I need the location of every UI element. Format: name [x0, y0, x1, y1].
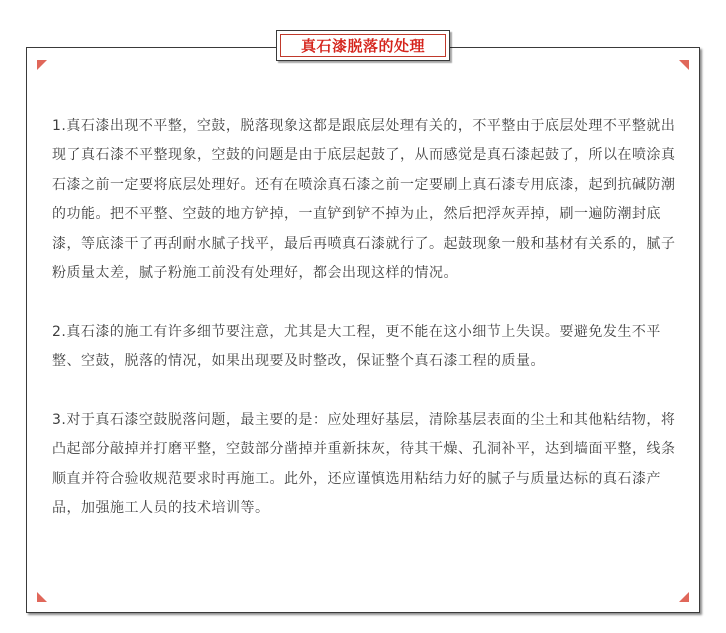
title-box	[276, 30, 450, 61]
corner-triangle-top-left	[37, 60, 47, 70]
page-title: 真石漆脱落的处理	[280, 34, 446, 57]
paragraph-2: 2.真石漆的施工有许多细节要注意，尤其是大工程，更不能在这小细节上失误。要避免发生不平整、空鼓，脱落的情况，如果出现要及时整改，保证整个真石漆工程的质量。	[52, 323, 661, 370]
corner-triangle-bottom-left	[37, 592, 47, 602]
paragraph-3: 3.对于真石漆空鼓脱落问题，最主要的是：应处理好基层，清除基层表面的尘土和其他粘结物，将凸起部分敲掉并打磨平整，空鼓部分凿掉并重新抹灰，待其干燥、孔洞补平，达到墙面平整，线条顺直并符合验收规范要求时再施工。此外，还应谨慎选用粘结力好的腻子与质量达标的真石漆产品，加强施工人员的技术培训等。	[52, 412, 676, 517]
paragraph-1: 1.真石漆出现不平整，空鼓，脱落现象这都是跟底层处理有关的，不平整由于底层处理不平整就出现了真石漆不平整现象，空鼓的问题是由于底层起鼓了，从而感觉是真石漆起鼓了，所以在喷涂真石漆之前一定要将底层处理好。还有在喷涂真石漆之前一定要刷上真石漆专用底漆，起到抗碱防潮的功能。把不平整、空鼓的地方铲掉，一直铲到铲不掉为止，然后把浮灰弄掉，刷一遍防潮封底漆，等底漆干了再刮耐水腻子找平，最后再喷真石漆就行了。起鼓现象一般和基材有关系的，腻子粉质量太差，腻子粉施工前没有处理好，都会出现这样的情况。	[52, 118, 676, 282]
corner-triangle-bottom-right	[679, 592, 689, 602]
corner-triangle-top-right	[679, 60, 689, 70]
article-body	[52, 112, 682, 553]
